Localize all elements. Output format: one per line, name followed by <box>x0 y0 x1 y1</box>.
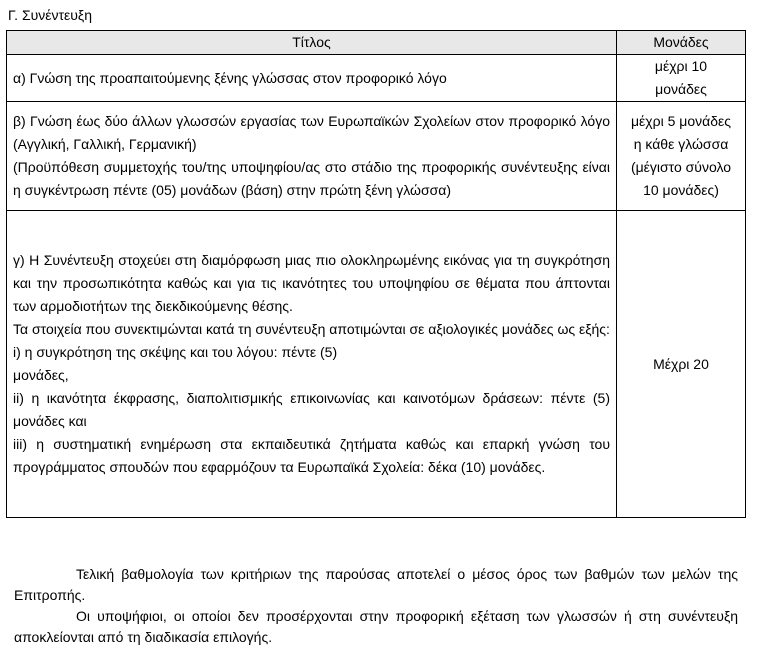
row-c-intro-text: γ) Η Συνέντευξη στοχεύει στη διαμόρφωση μιας πιο ολοκληρωμένης εικόνας για τη συγκρότηση και την προσωπικότητα καθώς και για τις ικανότητες του υποψηφίου σε θέματα που άπτονται των αρμοδιοτήτων της διεκδικούμενης θέσης. <box>13 252 610 314</box>
row-a-units <box>617 55 746 102</box>
row-c-criteria-intro: Τα στοιχεία που συνεκτιμώνται κατά τη συνέντευξη αποτιμώνται σε αξιολογικές μονάδες ως εξής: <box>13 321 610 337</box>
footer-paragraph-2 <box>14 606 738 648</box>
row-c-units <box>617 211 746 518</box>
table-row <box>7 102 746 211</box>
row-c-criterion-i: i) η συγκρότηση της σκέψης και του λόγου: πέντε (5) <box>13 344 338 360</box>
footer-paragraph-1-text: Τελική βαθμολογία των κριτήριων της παρούσας αποτελεί ο μέσος όρος των βαθμών των μελών της Επιτροπής. <box>14 566 738 603</box>
row-b-units-line: (μέγιστο σύνολο <box>630 159 732 175</box>
row-c-title <box>7 211 617 518</box>
row-c-criterion-i-cont: μονάδες, <box>13 367 69 383</box>
table-header-row <box>7 31 746 55</box>
row-a-title <box>7 55 617 102</box>
row-b-units-line: η κάθε γλώσσα <box>633 136 729 152</box>
row-b-units-line: 10 μονάδες) <box>643 182 719 198</box>
row-a-units-line: μέχρι 10 <box>654 58 708 74</box>
row-a-units-line: μονάδες <box>655 81 707 97</box>
header-title: Τίτλος <box>7 31 617 55</box>
row-b-units-line: μέχρι 5 μονάδες <box>630 113 732 129</box>
row-b-title <box>7 102 617 211</box>
table-row <box>7 55 746 102</box>
row-c-criterion-ii: ii) η ικανότητα έκφρασης, διαπολιτισμικής επικοινωνίας και καινοτόμων δράσεων: πέντε (5) μονάδες και <box>13 390 610 429</box>
row-c-criterion-iii: iii) η συστηματική ενημέρωση στα εκπαιδευτικά ζητήματα καθώς και επαρκή γνώση του προγράμματος σπουδών που εφαρμόζουν τα Ευρωπαϊκά Σχολεία: δέκα (10) μονάδες. <box>13 436 610 475</box>
footer-paragraph-2-text: Οι υποψήφιοι, οι οποίοι δεν προσέρχονται στην προφορική εξέταση των γλωσσών ή στη συνέντευξη αποκλείονται από τη διαδικασία επιλογής. <box>14 608 738 645</box>
row-b-units <box>617 102 746 211</box>
row-b-condition-text: (Προϋπόθεση συμμετοχής του/της υποψηφίου/ας στο στάδιο της προφορικής συνέντευξης είναι η συγκέντρωση πέντε (05) μονάδων (βάση) στην πρώτη ξένη γλώσσα) <box>13 159 610 198</box>
row-a-title-text: α) Γνώση της προαπαιτούμενης ξένης γλώσσας στον προφορικό λόγο <box>13 69 447 86</box>
row-c-units-line: Μέχρι 20 <box>653 355 709 372</box>
row-b-title-text: β) Γνώση έως δύο άλλων γλωσσών εργασίας των Ευρωπαϊκών Σχολείων στον προφορικό λόγο (Αγγλική, Γαλλική, Γερμανική) <box>13 113 610 152</box>
footer-paragraph-1 <box>14 564 738 606</box>
criteria-table <box>6 30 746 518</box>
header-units: Μονάδες <box>617 31 746 55</box>
table-row <box>7 211 746 518</box>
section-title: Γ. Συνέντευξη <box>8 7 92 23</box>
